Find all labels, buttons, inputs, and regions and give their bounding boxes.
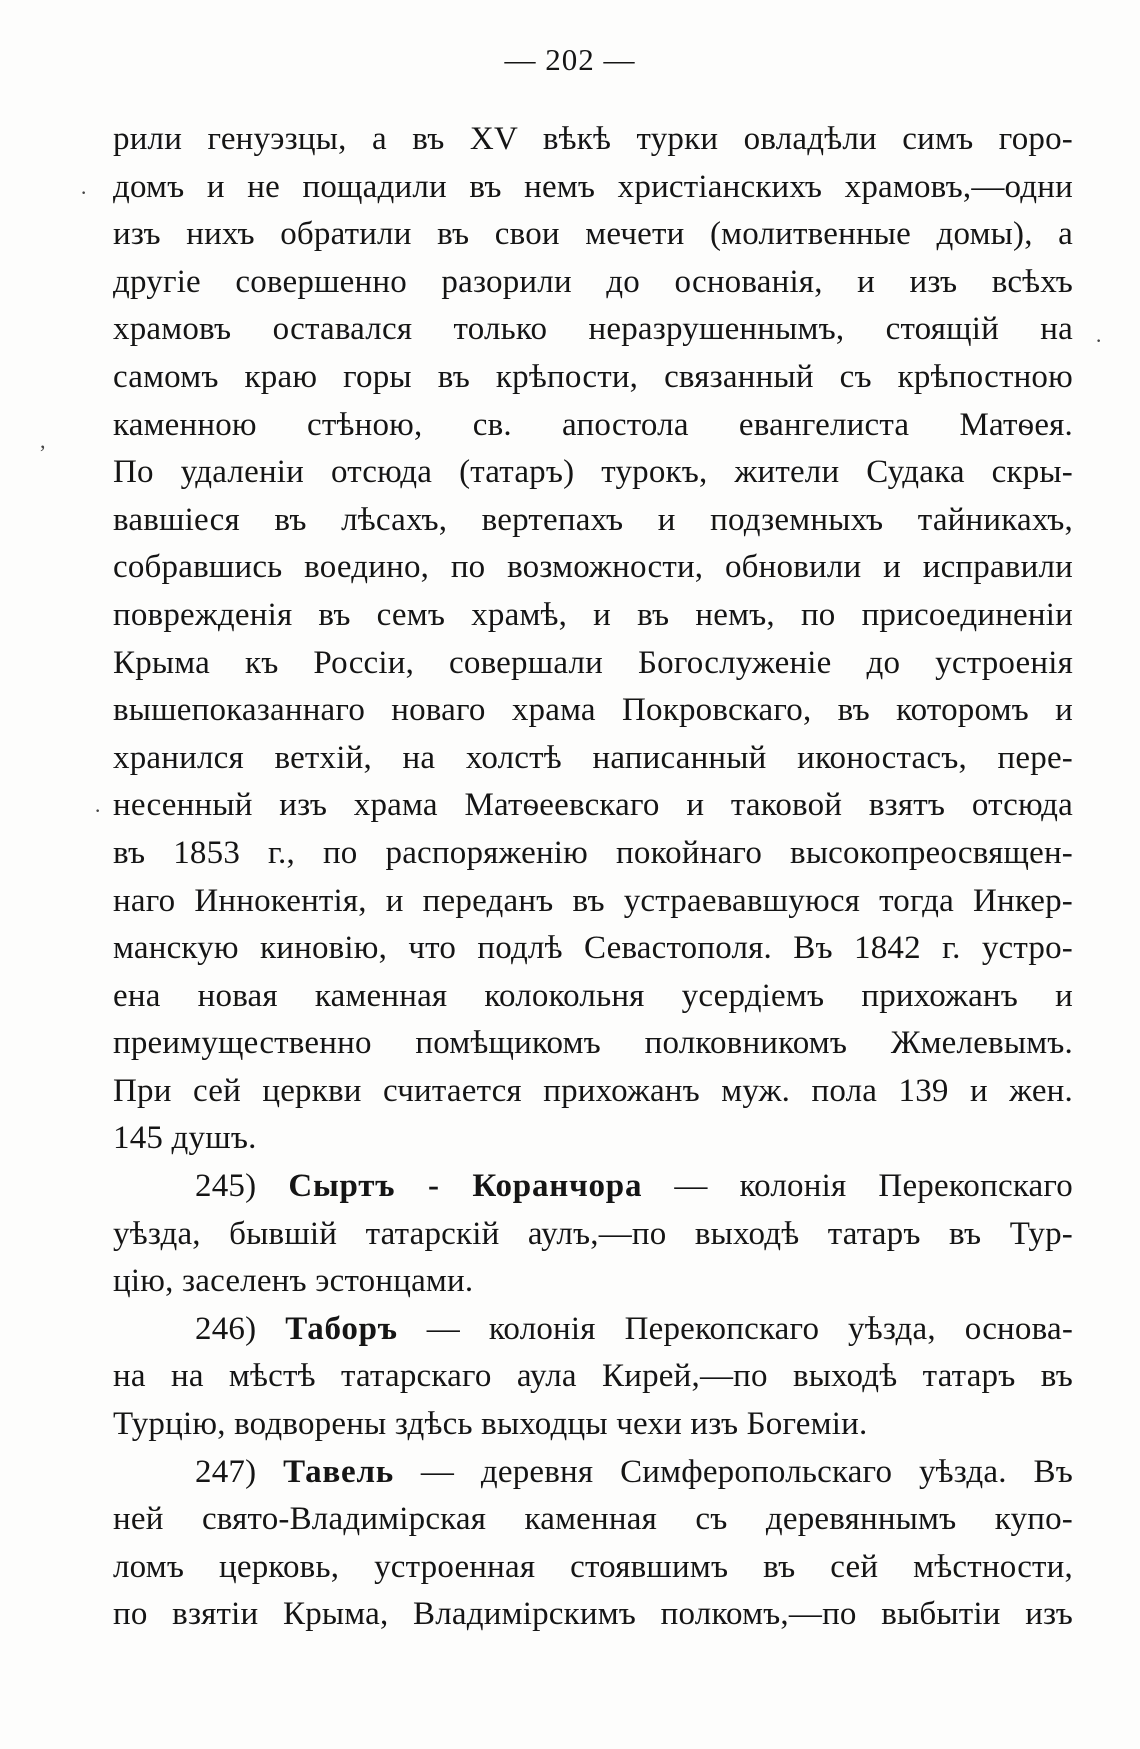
- entry-number: 247): [195, 1453, 257, 1490]
- entry-title: Сыртъ - Коранчора: [288, 1168, 643, 1205]
- entry-text: — колонія Перекопскаго уѣзда, основа-: [426, 1310, 1074, 1347]
- entry-number: 245): [195, 1168, 257, 1205]
- text-line: поврежденія въ семъ храмѣ, и въ немъ, по присоединеніи: [113, 596, 1073, 633]
- margin-mark: ·: [94, 798, 102, 823]
- text-line: на на мѣстѣ татарскаго аула Кирей,—по выходѣ татаръ въ: [113, 1358, 1073, 1395]
- text-line: наго Иннокентія, и переданъ въ устраевавшуюся тогда Инкер-: [113, 882, 1073, 919]
- text-line: ена новая каменная колокольня усердіемъ прихожанъ и: [113, 977, 1073, 1014]
- entry-title: Тавель: [283, 1453, 395, 1490]
- entry-title: Таборъ: [285, 1310, 398, 1347]
- text-line: въ 1853 г., по распоряженію покойнаго высокопреосвящен-: [113, 834, 1073, 871]
- entry-number: 246): [195, 1310, 257, 1347]
- text-line: домъ и не пощадили въ немъ христіанскихъ храмовъ,—одни: [113, 168, 1073, 205]
- text-line: храмовъ оставался только неразрушеннымъ, стоящій на: [113, 311, 1073, 348]
- entry-247-heading: [113, 1449, 1073, 1497]
- text-line: несенный изъ храма Матѳеевскаго и таковой взятъ отсюда: [113, 787, 1073, 824]
- text-line: манскую киновію, что подлѣ Севастополя. Въ 1842 г. устро-: [113, 930, 1073, 967]
- text-line: При сей церкви считается прихожанъ муж. пола 139 и жен.: [113, 1072, 1073, 1109]
- text-line: ломъ церковь, устроенная стоявшимъ въ сей мѣстности,: [113, 1548, 1073, 1585]
- text-line: Турцію, водворены здѣсь выходцы чехи изъ Богеміи.: [113, 1406, 868, 1443]
- margin-mark: ·: [1095, 328, 1103, 353]
- margin-mark: ·: [80, 180, 88, 205]
- text-line: самомъ краю горы въ крѣпости, связанный съ крѣпостною: [113, 358, 1073, 395]
- text-line: вавшіеся въ лѣсахъ, вертепахъ и подземныхъ тайникахъ,: [113, 501, 1073, 538]
- text-line: вышепоказаннаго новаго храма Покровскаго, въ которомъ и: [113, 692, 1073, 729]
- text-line: рили генуэзцы, а въ XV вѣкѣ турки овладѣли симъ горо-: [113, 121, 1073, 157]
- entry-246-heading: [113, 1306, 1073, 1354]
- page-number: — 202 —: [504, 42, 636, 77]
- body-text: [113, 116, 1073, 1639]
- text-line: изъ нихъ обратили въ свои мечети (молитвенные домы), а: [113, 216, 1073, 253]
- entry-text: — деревня Симферопольскаго уѣзда. Въ: [420, 1453, 1073, 1490]
- text-line: по взятіи Крыма, Владимірскимъ полкомъ,—по выбытіи изъ: [113, 1596, 1073, 1633]
- text-line: каменною стѣною, св. апостола евангелиста Матѳея.: [113, 406, 1073, 443]
- text-line: другіе совершенно разорили до основанія, и изъ всѣхъ: [113, 263, 1073, 300]
- text-line: собравшись воедино, по возможности, обновили и исправили: [113, 549, 1073, 586]
- text-line: ней свято-Владимірская каменная съ деревяннымъ купо-: [113, 1501, 1073, 1538]
- margin-mark: ,: [40, 428, 46, 453]
- entry-text: — колонія Перекопскаго: [674, 1168, 1074, 1205]
- text-line: Крыма къ Россіи, совершали Богослуженіе до устроенія: [113, 644, 1073, 681]
- text-line: уѣзда, бывшій татарскій аулъ,—по выходѣ татаръ въ Тур-: [113, 1215, 1073, 1252]
- text-line: хранился ветхій, на холстѣ написанный иконостасъ, пере-: [113, 739, 1073, 776]
- text-line: преимущественно помѣщикомъ полковникомъ Жмелевымъ.: [113, 1025, 1073, 1062]
- text-line: 145 душъ.: [113, 1120, 257, 1157]
- text-line: По удаленіи отсюда (татаръ) турокъ, жители Судака скры-: [113, 454, 1073, 491]
- entry-245-heading: [113, 1163, 1073, 1211]
- text-line: цію, заселенъ эстонцами.: [113, 1263, 474, 1300]
